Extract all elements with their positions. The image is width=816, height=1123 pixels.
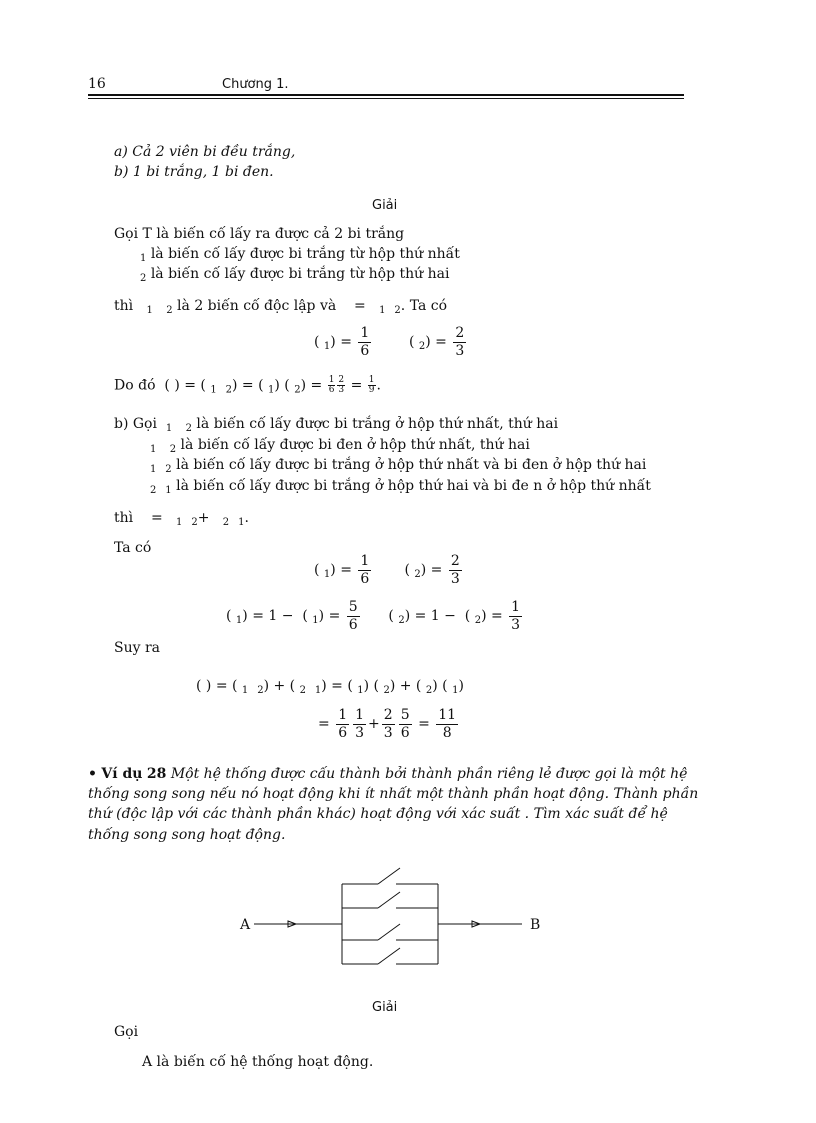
example-line: thứ (độc lập với các thành phần khác) hoạt động với xác suất . Tìm xác suất để hệ	[88, 806, 668, 822]
solution-line: $_1$ là biến cố lấy được bi trắng từ hộp thứ nhất	[140, 246, 460, 264]
solution-line: Do đó ( ) = ( $_1$ $_2$) = ( $_1$) ( $_2$) = $\frac{1}{6}$ $\frac{2}{3}$ = $\frac{1}{9}$ .	[114, 375, 381, 396]
switch-3	[378, 924, 400, 940]
label-a: A	[240, 917, 251, 933]
switch-4	[378, 948, 400, 964]
part-b-question: b) 1 bi trắng, 1 bi đen.	[114, 164, 274, 180]
solution-line: thì = $_1$ $_2$+ $_2$ $_1$.	[114, 510, 249, 528]
solution-line: b) Gọi $_1$ $_2$ là biến cố lấy được bi trắng ở hộp thứ nhất, thứ hai	[114, 416, 559, 434]
switch-2	[378, 892, 400, 908]
page-number: 16	[88, 76, 106, 92]
label-b: B	[530, 917, 541, 933]
example-line: thống song song nếu nó hoạt động khi ít nhất một thành phần hoạt động. Thành phần	[88, 786, 699, 802]
solution-line: Gọi T là biến cố lấy ra được cả 2 bi trắng	[114, 226, 405, 242]
switch-1	[378, 868, 400, 884]
solution-line: $_2$ $_1$ là biến cố lấy được bi trắng ở hộp thứ hai và bi đe n ở hộp thứ nhất	[150, 478, 651, 496]
equation: ( $_1$) = $\frac{1}{6}$ ( $_2$) = $\frac{2}{3}$	[314, 325, 465, 359]
equation: = $\frac{1}{6}$ $\frac{1}{3}$ + $\frac{2}{3}$ $\frac{5}{6}$ = $\frac{11}{8}$	[318, 707, 457, 741]
solution-line: Ta có	[114, 540, 152, 556]
solution-line: $_1$ $_2$ là biến cố lấy được bi đen ở hộp thứ nhất, thứ hai	[150, 437, 530, 455]
parallel-system-diagram	[230, 860, 560, 972]
header-rule-thin	[88, 98, 684, 99]
solution-line: thì $_1$ $_2$ là 2 biến cố độc lập và = $_1$ $_2$. Ta có	[114, 298, 448, 316]
solution-line: A là biến cố hệ thống hoạt động.	[142, 1054, 374, 1070]
solution-heading: Giải	[372, 1000, 398, 1015]
header-rule	[88, 94, 684, 96]
solution-line: Gọi	[114, 1024, 139, 1040]
part-a-question: a) Cả 2 viên bi đều trắng,	[114, 144, 296, 160]
solution-line: $_1$ $_2$ là biến cố lấy được bi trắng ở hộp thứ nhất và bi đen ở hộp thứ hai	[150, 457, 647, 475]
equation: ( ) = ( $_1$ $_2$) + ( $_2$ $_1$) = ( $_1$) ( $_2$) + ( $_2$) ( $_1$)	[196, 678, 464, 696]
chapter-title: Chương 1.	[222, 77, 289, 92]
example-line: • Ví dụ 28 Một hệ thống được cấu thành bởi thành phần riêng lẻ được gọi là một hệ	[88, 766, 688, 782]
solution-line: $_2$ là biến cố lấy được bi trắng từ hộp thứ hai	[140, 266, 450, 284]
solution-heading: Giải	[372, 198, 398, 213]
example-line: thống song song hoạt động.	[88, 827, 286, 843]
equation: ( $_1$) = 1 − ( $_1$) = $\frac{5}{6}$ ( $_2$) = 1 − ( $_2$) = $\frac{1}{3}$	[226, 599, 521, 633]
equation: ( $_1$) = $\frac{1}{6}$ ( $_2$) = $\frac{2}{3}$	[314, 553, 460, 587]
solution-line: Suy ra	[114, 640, 161, 656]
